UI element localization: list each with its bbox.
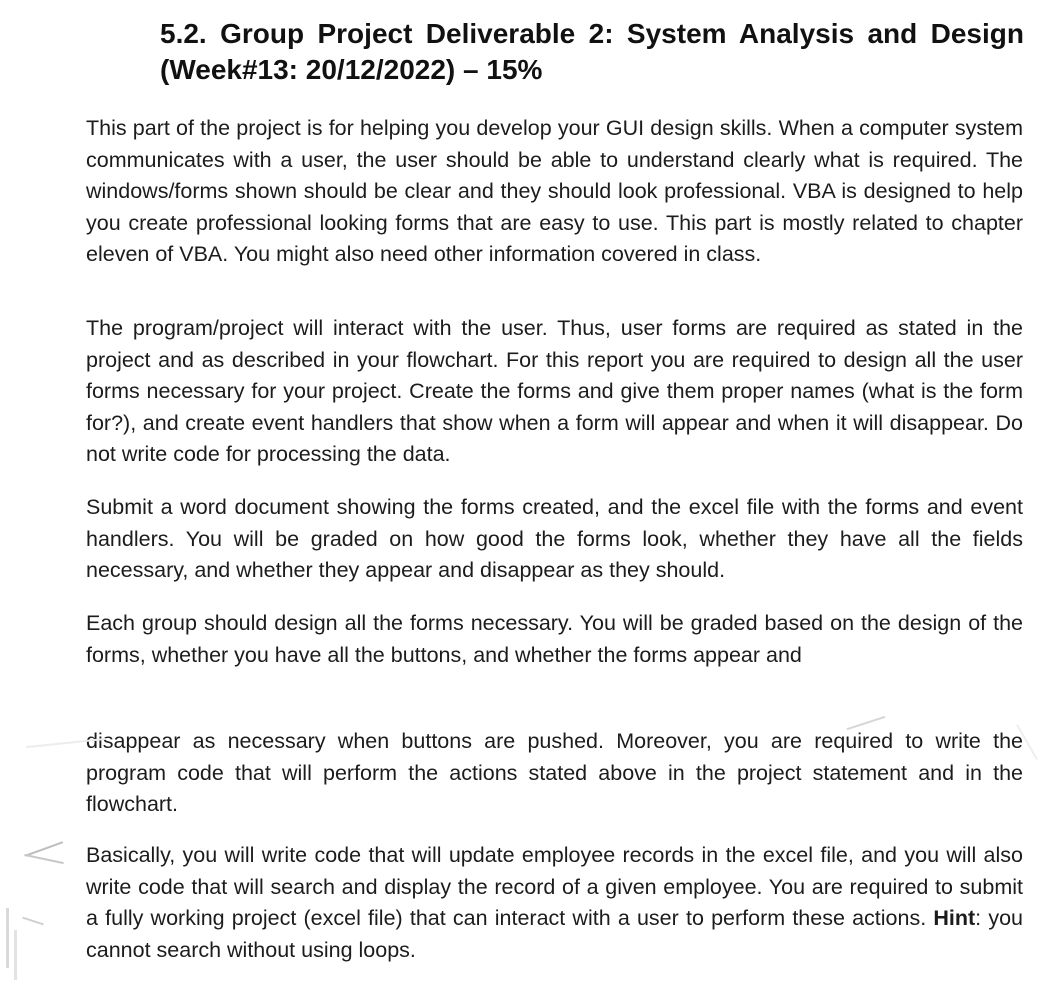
paragraph-gui-skills: This part of the project is for helping you develop your GUI design skills. When a computer system communicates with a user, the user should be able to understand clearly what is required. The windows/forms shown should be clear and they should look professional. VBA is designed to help you create professional looking forms that are easy to use. This part is mostly related to chapter eleven of VBA. You might also need other information covered in class. [86,116,1023,267]
hint-label: Hint [933,906,976,931]
hint-text: : you cannot search without using loops. [86,906,1023,962]
section-heading-title: 5.2. Group Project Deliverable 2: System Analysis and Design [160,18,1024,49]
paragraph-employee-records [86,840,1023,966]
scan-artifact [6,908,9,968]
paragraph-program-code: disappear as necessary when buttons are pushed. Moreover, you are required to write the program code that will perform the actions stated above in the project statement and in the flowchart. [86,729,1023,817]
paragraph-submission: Submit a word document showing the forms created, and the excel file with the forms and event handlers. You will be graded on how good the forms look, whether they have all the fields necessary, and whether they appear and disappear as they should. [86,495,1023,583]
section-heading-date-weight: (Week#13: 20/12/2022) – 15% [160,54,543,85]
scan-artifact [22,917,44,926]
scan-artifact [24,854,64,864]
paragraph-group-design: Each group should design all the forms necessary. You will be graded based on the design of the forms, whether you have all the buttons, and whether the forms appear and [86,611,1023,667]
scan-artifact [14,930,17,980]
section-heading [160,16,1024,88]
paragraph-user-forms: The program/project will interact with the user. Thus, user forms are required as stated in the project and as described in your flowchart. For this report you are required to design all the user forms necessary for your project. Create the forms and give them proper names (what is the form for?), and create event handlers that show when a form will appear and when it will disappear. Do not write code for processing the data. [86,316,1023,467]
paragraph-employee-records-text: Basically, you will write code that will update employee records in the excel file, and you will also write code that will search and display the record of a given employee. You are required to submit a fully working project (excel file) that can interact with a user to perform these actions. [86,843,1023,931]
